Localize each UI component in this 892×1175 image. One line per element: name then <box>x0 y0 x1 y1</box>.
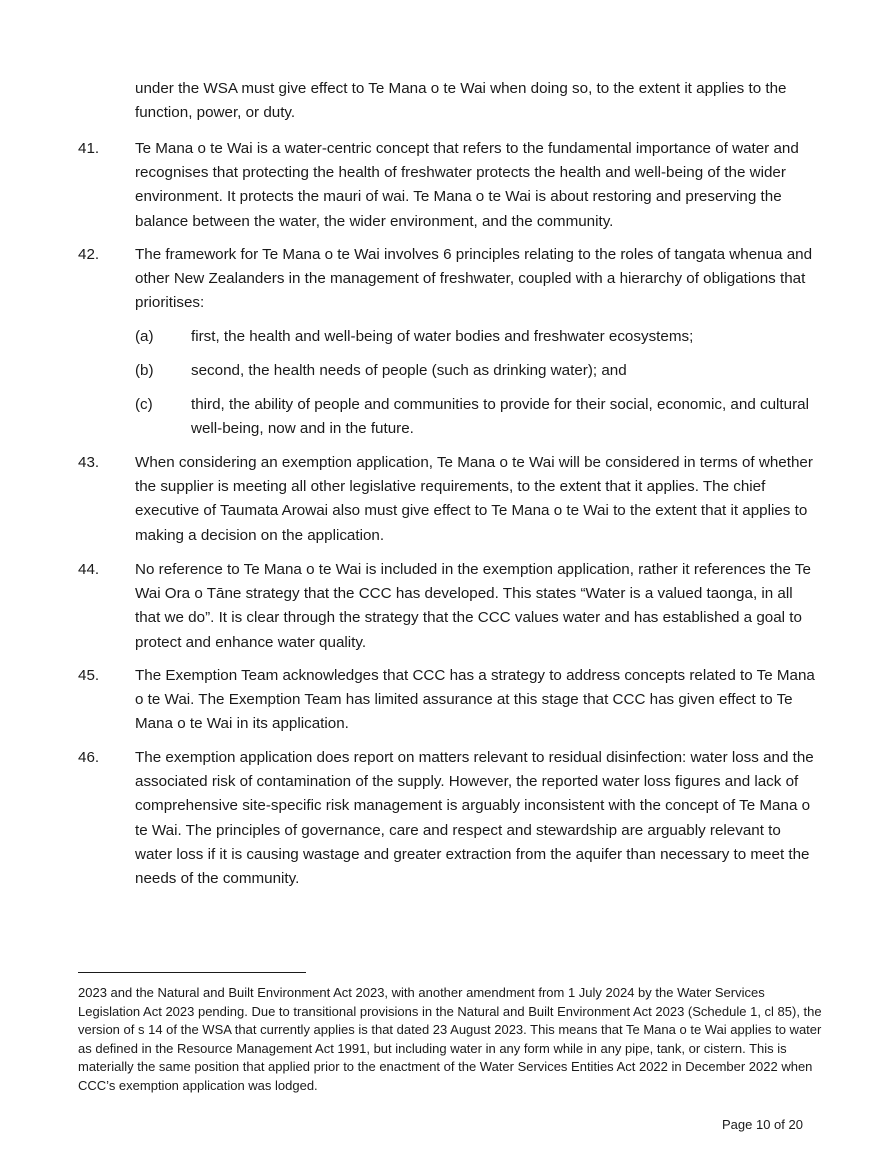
footnote-text: 2023 and the Natural and Built Environment Act 2023, with another amendment from 1 July 2024 by the Water Services Legislation Act 2023 pending. Due to transitional provisions in the Natural and Built Environment Act 2023 (Schedule 1, cl 85), the version of s 14 of the WSA that currently applies is that dated 23 August 2023. This means that Te Mana o te Wai applies to water as defined in the Resource Management Act 1991, but including water in any form while in any pipe, tank, or cistern. This is materially the same position that applied prior to the enactment of the Water Services Entities Act 2022 in December 2022 when CCC’s exemption application was lodged. <box>78 985 822 1093</box>
paragraph-text: The exemption application does report on matters relevant to residual disinfection: water loss and the associated risk of contamination of the supply. However, the reported water loss figures and lack of comprehensive site-specific risk management is arguably inconsistent with the concept of Te Mana o te Wai. The principles of governance, care and respect and stewardship are arguably relevant to water loss if it is causing wastage and greater extraction from the aquifer than necessary to meet the needs of the community. <box>135 749 814 888</box>
subitem-text: second, the health needs of people (such as drinking water); and <box>191 362 627 379</box>
page-number: Page 10 of 20 <box>722 1117 803 1132</box>
paragraph-number: 46. <box>78 749 100 766</box>
continuation-text: under the WSA must give effect to Te Mana o te Wai when doing so, to the extent it applies to the function, power, or duty. <box>135 80 787 122</box>
subitem-label: (b) <box>135 362 154 379</box>
subitem-label: (a) <box>135 328 154 345</box>
paragraph-number: 44. <box>78 561 100 578</box>
paragraph-number: 41. <box>78 140 100 157</box>
subitem-text: third, the ability of people and communities to provide for their social, economic, and cultural well-being, now and in the future. <box>191 396 809 438</box>
footnote-separator <box>78 972 306 973</box>
paragraph-number: 43. <box>78 454 100 471</box>
subitem-label: (c) <box>135 396 153 413</box>
paragraph-text: The framework for Te Mana o te Wai involves 6 principles relating to the roles of tangata whenua and other New Zealanders in the management of freshwater, coupled with a hierarchy of obligations that prioritises: <box>135 246 813 312</box>
paragraph-number: 42. <box>78 246 100 263</box>
paragraph-text: Te Mana o te Wai is a water-centric concept that refers to the fundamental importance of water and recognises that protecting the health of freshwater protects the health and well-being of the wider environment. It protects the mauri of wai. Te Mana o te Wai is about restoring and preserving the balance between the water, the wider environment, and the community. <box>135 140 799 230</box>
subitem-text: first, the health and well-being of water bodies and freshwater ecosystems; <box>191 328 694 345</box>
paragraph-text: When considering an exemption application, Te Mana o te Wai will be considered in terms of whether the supplier is meeting all other legislative requirements, to the extent that it applies. The chief executive of Taumata Arowai also must give effect to Te Mana o te Wai to the extent that it applies to making a decision on the application. <box>135 454 813 544</box>
paragraph-text: No reference to Te Mana o te Wai is included in the exemption application, rather it references the Te Wai Ora o Tāne strategy that the CCC has developed. This states “Water is a valued taonga, in all that we do”. It is clear through the strategy that the CCC values water and has established a goal to protect and enhance water quality. <box>135 561 811 651</box>
paragraph-number: 45. <box>78 667 100 684</box>
paragraph-text: The Exemption Team acknowledges that CCC has a strategy to address concepts related to Te Mana o te Wai. The Exemption Team has limited assurance at this stage that CCC has given effect to Te Mana o te Wai in its application. <box>135 667 815 733</box>
